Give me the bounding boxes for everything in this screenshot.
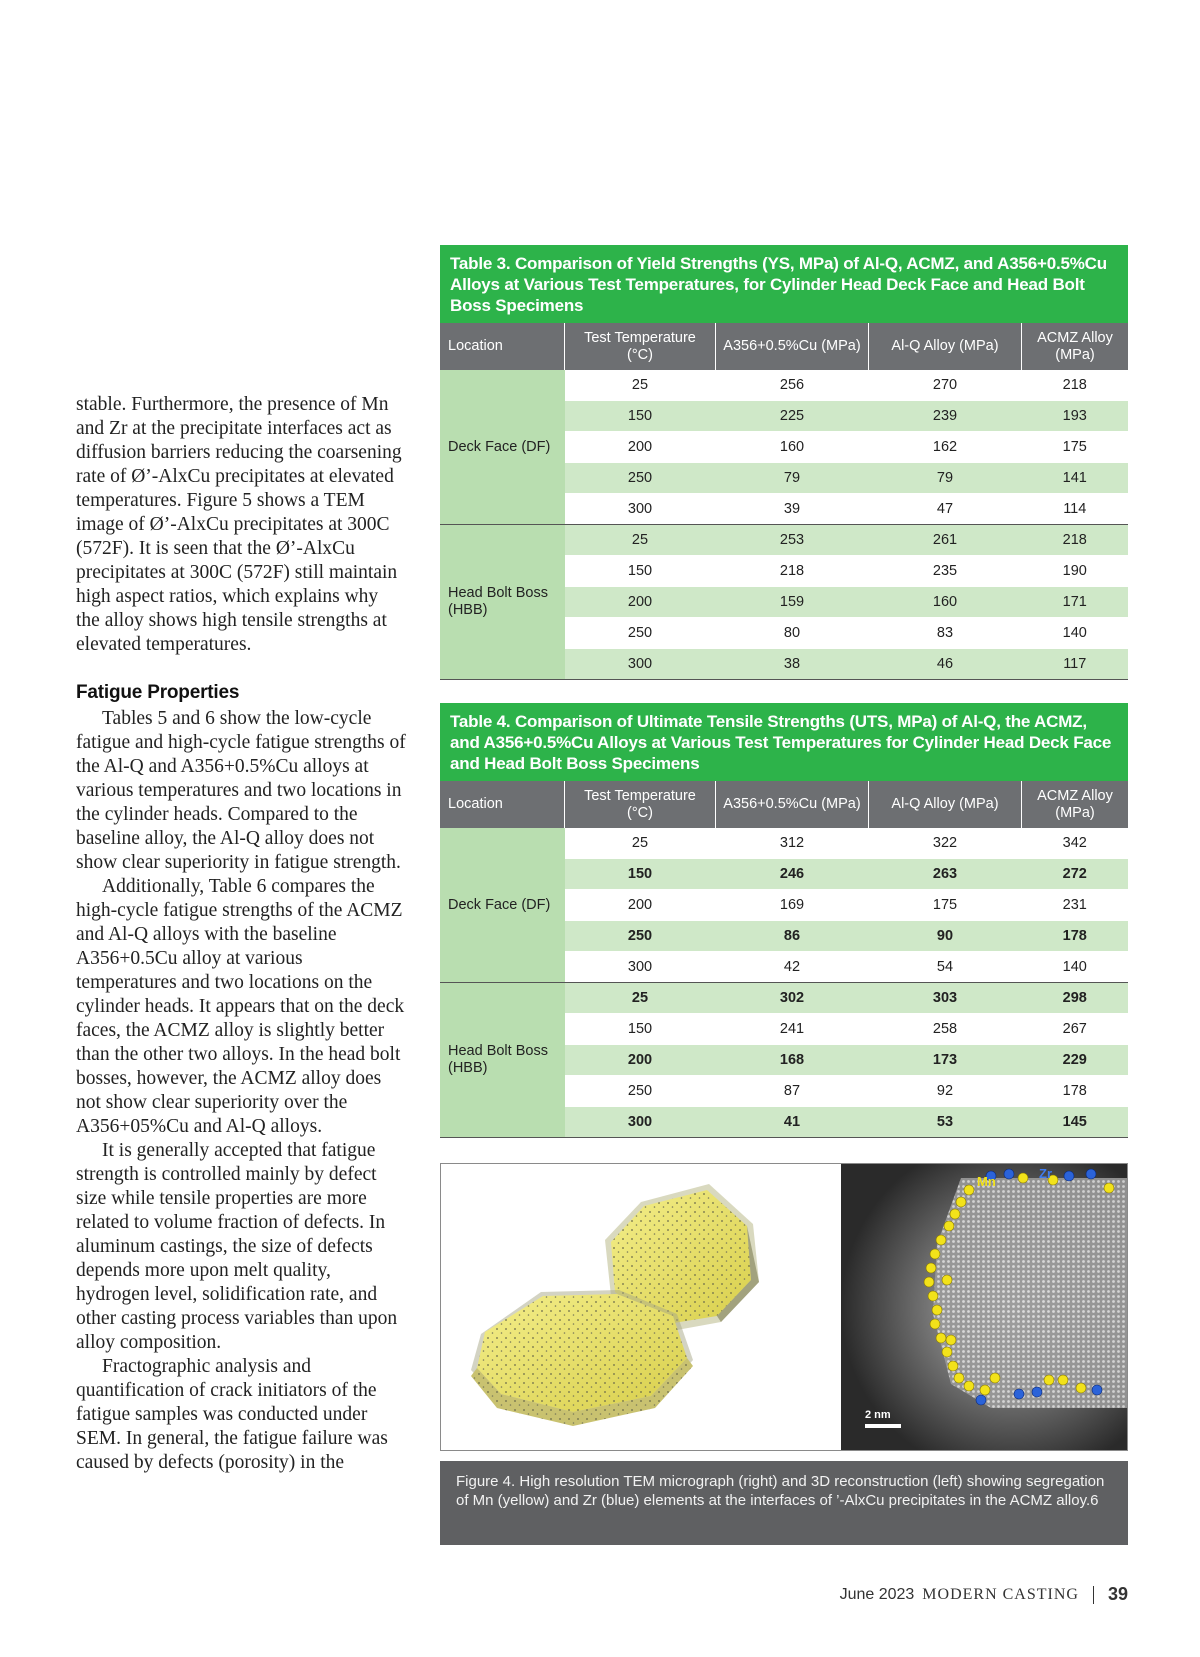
cell: 270 <box>869 370 1022 401</box>
data-table <box>440 781 1128 1138</box>
figure-caption: Figure 4. High resolution TEM micrograph (right) and 3D reconstruction (left) showing segregation of Mn (yellow) and Zr (blue) elements at the interfaces of ’-AlxCu precipitates in the ACMZ alloy.6 <box>440 1461 1128 1545</box>
cell: 87 <box>716 1076 869 1107</box>
cell: 229 <box>1022 1045 1129 1076</box>
precipitate-shape-front <box>471 1290 693 1426</box>
cell: 150 <box>565 859 716 890</box>
col-header-location: Location <box>440 323 565 370</box>
cell: 175 <box>1022 432 1129 463</box>
cell: 193 <box>1022 401 1129 432</box>
cell: 200 <box>565 432 716 463</box>
cell: 145 <box>1022 1107 1129 1138</box>
cell: 150 <box>565 556 716 587</box>
publication-name: MODERN CASTING <box>922 1585 1079 1603</box>
col-header-acmz: ACMZ Alloy (MPa) <box>1022 323 1129 370</box>
page-footer <box>840 1584 1128 1605</box>
cell: 41 <box>716 1107 869 1138</box>
cell: 300 <box>565 494 716 525</box>
3d-reconstruction-image <box>441 1164 841 1450</box>
cell: 141 <box>1022 463 1129 494</box>
col-header-acmz: ACMZ Alloy (MPa) <box>1022 781 1129 828</box>
cell: 300 <box>565 952 716 983</box>
scale-bar <box>865 1424 901 1428</box>
cell: 53 <box>869 1107 1022 1138</box>
cell: 250 <box>565 463 716 494</box>
page-number: 39 <box>1107 1584 1128 1604</box>
cell: 178 <box>1022 921 1129 952</box>
cell: 168 <box>716 1045 869 1076</box>
cell: 200 <box>565 890 716 921</box>
paragraph: Fractographic analysis and quantification of crack initiators of the fatigue samples was conducted under SEM. In general, the fatigue failure was caused by defects (porosity) in the <box>76 1356 388 1473</box>
cell: 258 <box>869 1014 1022 1045</box>
section-heading: Fatigue Properties <box>76 682 240 703</box>
paragraph: stable. Furthermore, the presence of Mn and Zr at the precipitate interfaces act as diffusion barriers reducing the coarsening rate of Ø’-AlxCu precipitates at elevated temperatures. Figure 5 shows a TEM image of Ø’-AlxCu precipitates at 300C (572F). It is seen that the Ø’-AlxCu precipitates at 300C (572F) still maintain high aspect ratios, which explains why the alloy shows high tensile strengths at elevated temperatures. <box>76 394 402 655</box>
cell: 173 <box>869 1045 1022 1076</box>
cell: 169 <box>716 890 869 921</box>
cell: 47 <box>869 494 1022 525</box>
issue-date: June 2023 <box>839 1585 915 1603</box>
location-cell: Deck Face (DF) <box>440 370 565 525</box>
cell: 92 <box>869 1076 1022 1107</box>
cell: 86 <box>716 921 869 952</box>
cell: 25 <box>565 525 716 556</box>
mn-label: Mn <box>977 1174 996 1189</box>
cell: 200 <box>565 587 716 618</box>
cell: 83 <box>869 618 1022 649</box>
cell: 302 <box>716 983 869 1014</box>
cell: 117 <box>1022 649 1129 680</box>
cell: 250 <box>565 618 716 649</box>
figure-4 <box>440 1163 1128 1451</box>
cell: 159 <box>716 587 869 618</box>
cell: 160 <box>869 587 1022 618</box>
cell: 322 <box>869 828 1022 859</box>
cell: 80 <box>716 618 869 649</box>
cell: 256 <box>716 370 869 401</box>
cell: 150 <box>565 401 716 432</box>
paragraph: Tables 5 and 6 show the low-cycle fatigue and high-cycle fatigue strengths of the Al-Q and A356+0.5%Cu alloys at various temperatures and two locations in the cylinder heads. Compared to the baseline alloy, the Al-Q alloy does not show clear superiority in fatigue strength. <box>76 708 406 873</box>
col-header-a356: A356+0.5%Cu (MPa) <box>716 781 869 828</box>
paragraph: It is generally accepted that fatigue strength is controlled mainly by defect size while tensile properties are more related to volume fraction of defects. In aluminum castings, the size of defects depends more upon melt quality, hydrogen level, solidification rate, and other casting process variables than upon alloy composition. <box>76 1140 398 1353</box>
cell: 140 <box>1022 618 1129 649</box>
cell: 261 <box>869 525 1022 556</box>
table-3 <box>440 245 1128 680</box>
col-header-a356: A356+0.5%Cu (MPa) <box>716 323 869 370</box>
cell: 160 <box>716 432 869 463</box>
table-title: Table 4. Comparison of Ultimate Tensile Strengths (UTS, MPa) of Al-Q, the ACMZ, and A356+0.5%Cu Alloys at Various Test Temperatures for Cylinder Head Deck Face and Head Bolt Boss Specimens <box>440 703 1128 781</box>
cell: 218 <box>716 556 869 587</box>
cell: 54 <box>869 952 1022 983</box>
cell: 114 <box>1022 494 1129 525</box>
table-row <box>440 983 1128 1014</box>
col-header-temp: Test Temperature (°C) <box>565 781 716 828</box>
body-column <box>76 393 406 1475</box>
zr-label: Zr <box>1039 1166 1052 1181</box>
cell: 231 <box>1022 890 1129 921</box>
table-title: Table 3. Comparison of Yield Strengths (YS, MPa) of Al-Q, ACMZ, and A356+0.5%Cu Alloys at Various Test Temperatures, for Cylinder Head Deck Face and Head Bolt Boss Specimens <box>440 245 1128 323</box>
cell: 140 <box>1022 952 1129 983</box>
cell: 312 <box>716 828 869 859</box>
cell: 25 <box>565 983 716 1014</box>
cell: 42 <box>716 952 869 983</box>
cell: 175 <box>869 890 1022 921</box>
cell: 253 <box>716 525 869 556</box>
cell: 263 <box>869 859 1022 890</box>
cell: 38 <box>716 649 869 680</box>
cell: 300 <box>565 649 716 680</box>
col-header-location: Location <box>440 781 565 828</box>
location-cell: Head Bolt Boss (HBB) <box>440 525 565 680</box>
cell: 90 <box>869 921 1022 952</box>
cell: 178 <box>1022 1076 1129 1107</box>
table-4 <box>440 703 1128 1138</box>
cell: 250 <box>565 921 716 952</box>
cell: 200 <box>565 1045 716 1076</box>
cell: 79 <box>716 463 869 494</box>
paragraph: Additionally, Table 6 compares the high-cycle fatigue strengths of the ACMZ and Al-Q alloys with the baseline A356+0.5Cu alloy at various temperatures and two locations on the cylinder heads. It appears that on the deck faces, the ACMZ alloy is slightly better than the other two alloys. In the head bolt bosses, however, the ACMZ alloy does not show clear superiority over the A356+05%Cu and Al-Q alloys. <box>76 876 405 1137</box>
cell: 46 <box>869 649 1022 680</box>
cell: 239 <box>869 401 1022 432</box>
col-header-alq: Al-Q Alloy (MPa) <box>869 323 1022 370</box>
cell: 342 <box>1022 828 1129 859</box>
cell: 171 <box>1022 587 1129 618</box>
cell: 267 <box>1022 1014 1129 1045</box>
cell: 218 <box>1022 525 1129 556</box>
cell: 218 <box>1022 370 1129 401</box>
cell: 272 <box>1022 859 1129 890</box>
cell: 303 <box>869 983 1022 1014</box>
cell: 246 <box>716 859 869 890</box>
cell: 79 <box>869 463 1022 494</box>
table-row <box>440 828 1128 859</box>
col-header-alq: Al-Q Alloy (MPa) <box>869 781 1022 828</box>
scale-bar-label: 2 nm <box>865 1409 891 1421</box>
location-cell: Head Bolt Boss (HBB) <box>440 983 565 1138</box>
cell: 300 <box>565 1107 716 1138</box>
cell: 162 <box>869 432 1022 463</box>
cell: 225 <box>716 401 869 432</box>
col-header-temp: Test Temperature (°C) <box>565 323 716 370</box>
cell: 241 <box>716 1014 869 1045</box>
table-row <box>440 370 1128 401</box>
cell: 250 <box>565 1076 716 1107</box>
cell: 25 <box>565 828 716 859</box>
location-cell: Deck Face (DF) <box>440 828 565 983</box>
cell: 190 <box>1022 556 1129 587</box>
tem-micrograph-image <box>841 1164 1127 1450</box>
data-table <box>440 323 1128 680</box>
divider <box>1093 1586 1094 1604</box>
cell: 298 <box>1022 983 1129 1014</box>
cell: 39 <box>716 494 869 525</box>
table-row <box>440 525 1128 556</box>
cell: 25 <box>565 370 716 401</box>
cell: 235 <box>869 556 1022 587</box>
cell: 150 <box>565 1014 716 1045</box>
